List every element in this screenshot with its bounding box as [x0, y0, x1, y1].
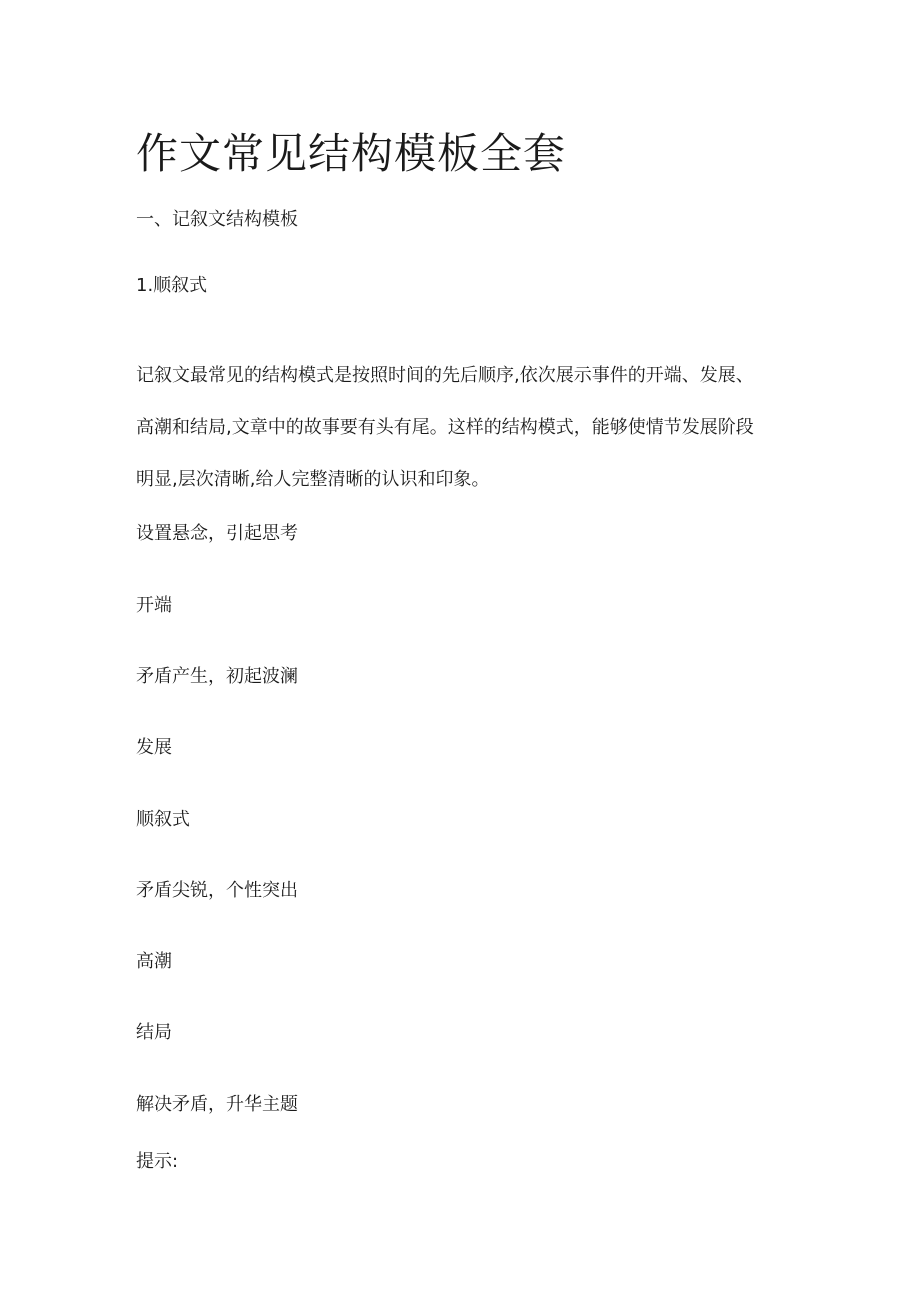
paragraph-line: 记叙文最常见的结构模式是按照时间的先后顺序,依次展示事件的开端、发展、	[136, 365, 754, 386]
list-item: 开端	[136, 595, 172, 616]
list-item: 顺叙式	[136, 809, 190, 830]
list-item: 解决矛盾，升华主题	[136, 1094, 298, 1115]
list-item: 发展	[136, 737, 172, 758]
subsection-heading: 1.顺叙式	[136, 275, 208, 296]
section-heading: 一、记叙文结构模板	[136, 209, 298, 230]
list-item: 结局	[136, 1022, 172, 1043]
list-item: 高潮	[136, 951, 172, 972]
list-item: 设置悬念，引起思考	[136, 523, 298, 544]
list-item: 矛盾尖锐，个性突出	[136, 880, 298, 901]
paragraph-line: 高潮和结局,文章中的故事要有头有尾。这样的结构模式，能够使情节发展阶段	[136, 417, 754, 438]
body-paragraph	[136, 350, 786, 506]
list-item: 提示:	[136, 1151, 179, 1172]
document-title: 作文常见结构模板全套	[136, 129, 567, 178]
list-item: 矛盾产生，初起波澜	[136, 666, 298, 687]
paragraph-line: 明显,层次清晰,给人完整清晰的认识和印象。	[136, 469, 490, 490]
